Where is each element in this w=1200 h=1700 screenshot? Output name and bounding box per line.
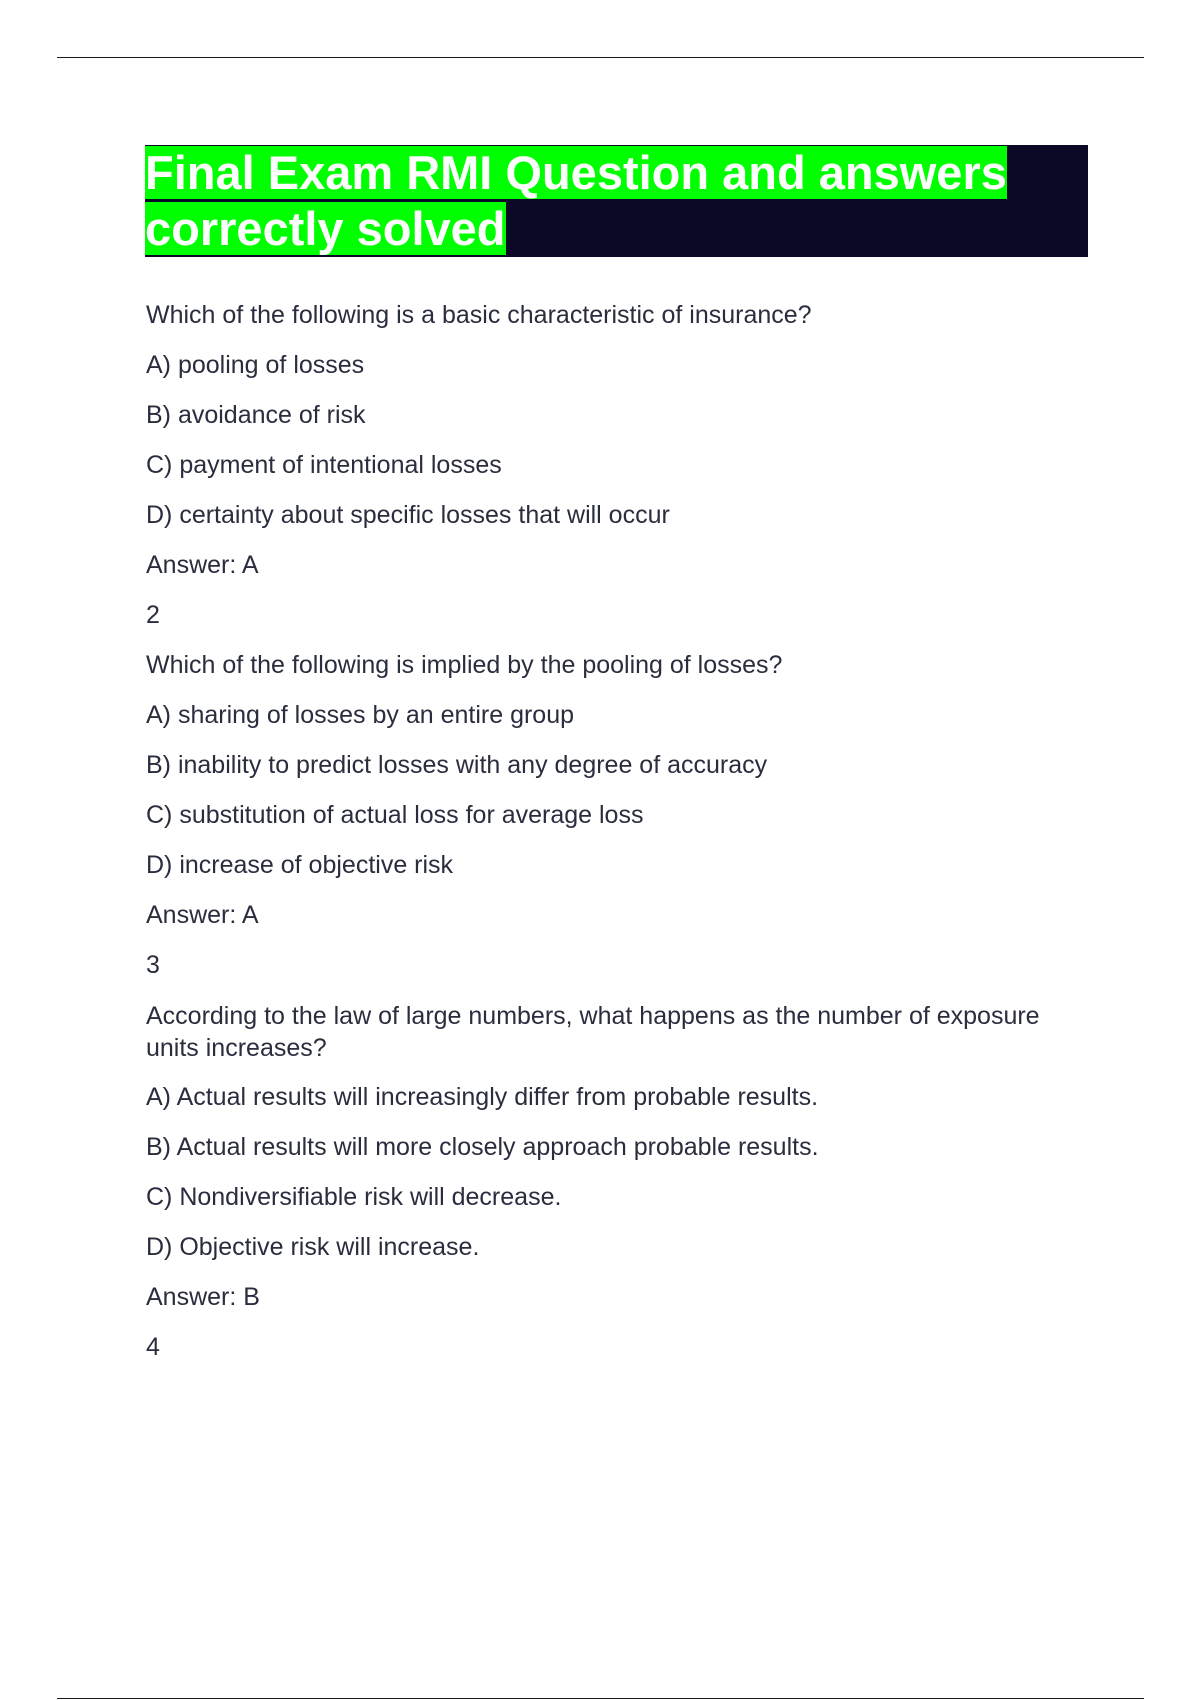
option-3c: C) Nondiversifiable risk will decrease. [146,1183,562,1211]
option-2d: D) increase of objective risk [146,851,454,879]
option-1b: B) avoidance of risk [146,401,366,429]
option-1a: A) pooling of losses [146,351,365,379]
question-3: According to the law of large numbers, what happens as the number of exposure units increases? [146,1002,1040,1062]
option-1c: C) payment of intentional losses [146,451,502,479]
option-1d: D) certainty about specific losses that will occur [146,501,670,529]
option-3b: B) Actual results will more closely approach probable results. [146,1133,819,1161]
document-title: Final Exam RMI Question and answers correctly solved [145,146,1007,255]
option-3a: A) Actual results will increasingly differ from probable results. [146,1083,819,1111]
question-number-3: 3 [146,951,160,979]
question-1: Which of the following is a basic characteristic of insurance? [146,301,812,329]
option-2b: B) inability to predict losses with any degree of accuracy [146,751,768,779]
option-3d: D) Objective risk will increase. [146,1233,480,1261]
question-number-2: 2 [146,601,160,629]
top-rule [57,57,1144,58]
answer-3: Answer: B [146,1283,260,1311]
title-block [145,145,1088,257]
answer-1: Answer: A [146,551,259,579]
option-2c: C) substitution of actual loss for average loss [146,801,644,829]
option-2a: A) sharing of losses by an entire group [146,701,575,729]
question-number-4: 4 [146,1333,160,1361]
question-list [146,300,1046,1382]
question-2: Which of the following is implied by the pooling of losses? [146,651,783,679]
bottom-rule [57,1698,1144,1699]
answer-2: Answer: A [146,901,259,929]
